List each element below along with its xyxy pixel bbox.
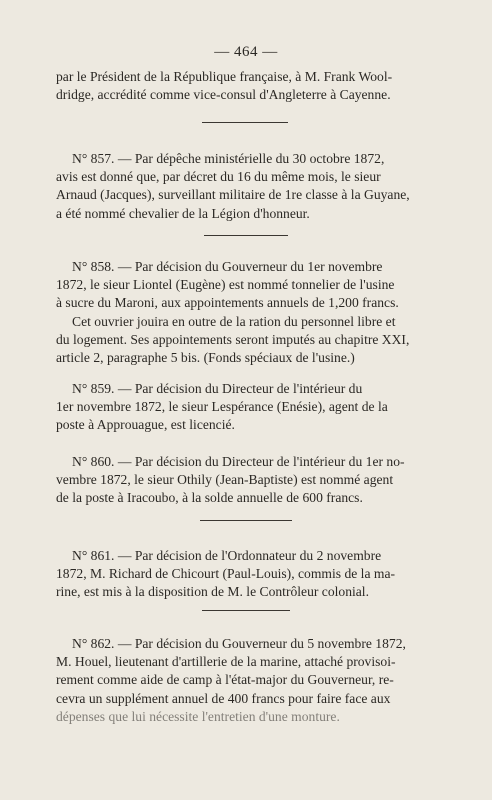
text-line: N° 857. — Par dépêche ministérielle du 30 octobre 1872,: [72, 151, 385, 166]
text-line: poste à Approuague, est licencié.: [56, 417, 235, 433]
text-line: 1872, M. Richard de Chicourt (Paul-Louis), commis de la ma-: [56, 566, 396, 582]
text-line: dépenses que lui nécessite l'entretien d'une monture.: [56, 708, 340, 724]
text-line: N° 859. — Par décision du Directeur de l'intérieur du: [72, 381, 363, 396]
text-line: du logement. Ses appointements seront imputés au chapitre XXI,: [56, 331, 410, 347]
text-line: Arnaud (Jacques), surveillant militaire de 1re classe à la Guyane,: [56, 187, 410, 203]
text-line: M. Houel, lieutenant d'artillerie de la marine, attaché provisoi-: [56, 654, 396, 670]
text-line: N° 862. — Par décision du Gouverneur du 5 novembre 1872,: [72, 636, 406, 651]
text-line: N° 860. — Par décision du Directeur de l'intérieur du 1er no-: [72, 454, 405, 469]
text-line: rement comme aide de camp à l'état-major du Gouverneur, re-: [56, 672, 394, 688]
entry-859: [56, 380, 450, 435]
text-line: N° 858. — Par décision du Gouverneur du 1er novembre: [72, 259, 383, 274]
intro-paragraph: [56, 68, 450, 104]
text-line: N° 861. — Par décision de l'Ordonnateur du 2 novembre: [72, 548, 382, 563]
text-line: de la poste à Iracoubo, à la solde annuelle de 600 francs.: [56, 490, 363, 506]
text-line: par le Président de la République française, à M. Frank Wool-: [56, 69, 393, 84]
text-line: Cet ouvrier jouira en outre de la ration du personnel libre et: [72, 313, 396, 329]
text-line: cevra un supplément annuel de 400 francs pour faire face aux: [56, 690, 391, 706]
page-number: — 464 —: [214, 44, 278, 60]
text-line: article 2, paragraphe 5 bis. (Fonds spéciaux de l'usine.): [56, 350, 355, 366]
text-line: a été nommé chevalier de la Légion d'honneur.: [56, 205, 310, 221]
separator-rule: [202, 610, 290, 611]
text-line: dridge, accrédité comme vice-consul d'Angleterre à Cayenne.: [56, 87, 391, 103]
text-line: 1er novembre 1872, le sieur Lespérance (Enésie), agent de la: [56, 399, 388, 415]
entry-862: [56, 635, 450, 726]
text-line: rine, est mis à la disposition de M. le Contrôleur colonial.: [56, 584, 369, 600]
text-line: 1872, le sieur Liontel (Eugène) est nommé tonnelier de l'usine: [56, 277, 395, 293]
entry-860: [56, 453, 450, 508]
text-line: à sucre du Maroni, aux appointements annuels de 1,200 francs.: [56, 295, 399, 311]
separator-rule: [200, 520, 292, 521]
entry-861: [56, 547, 450, 602]
separator-rule: [204, 235, 288, 236]
text-line: vembre 1872, le sieur Othily (Jean-Baptiste) est nommé agent: [56, 472, 394, 488]
separator-rule: [202, 122, 288, 123]
entry-857: [56, 150, 450, 223]
text-line: avis est donné que, par décret du 16 du même mois, le sieur: [56, 169, 381, 185]
entry-858: [56, 258, 450, 367]
